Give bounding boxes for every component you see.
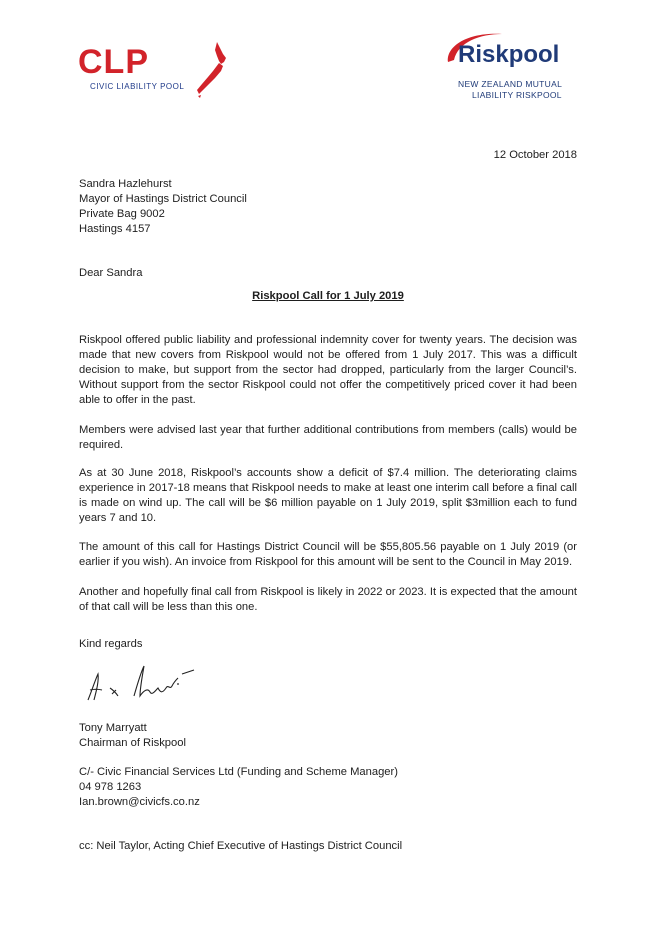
clp-logo (78, 40, 238, 110)
paragraph-3: As at 30 June 2018, Riskpool’s accounts show a deficit of $7.4 million. The deteriorating claims experience in 2017-18 means that Riskpool needs to make at least one interim call before a final call is made on wind up. The call will be $6 million payable on 1 July 2019, split $3million each to fund years 7 and 10. (79, 467, 577, 524)
riskpool-subtitle-line1: NEW ZEALAND MUTUAL (458, 79, 563, 89)
recipient-street: Private Bag 9002 (79, 208, 165, 220)
recipient-city: Hastings 4157 (79, 223, 151, 235)
signer-block (79, 721, 186, 751)
paragraph-5: Another and hopefully final call from Riskpool is likely in 2022 or 2023. It is expected that the amount of that call will be less than this one. (79, 586, 577, 613)
contact-block (79, 765, 398, 810)
paragraph-4: The amount of this call for Hastings District Council will be $55,805.56 payable on 1 July 2019 (or earlier if you wish). An invoice from Riskpool for this amount will be sent to the Council in May 2019. (79, 541, 577, 568)
signer-title: Chairman of Riskpool (79, 737, 186, 749)
letter-subject: Riskpool Call for 1 July 2019 (252, 290, 404, 302)
recipient-address (79, 177, 247, 237)
contact-phone: 04 978 1263 (79, 781, 142, 793)
riskpool-logo (440, 28, 580, 108)
riskpool-wordmark: Riskpool (458, 41, 560, 68)
closing: Kind regards (79, 638, 143, 650)
paragraph-1: Riskpool offered public liability and professional indemnity cover for twenty years. The decision was made that new covers from Riskpool would not be offered from 1 July 2017. This was a difficult decision to make, but support from the sector had dropped, particularly from the larger Council’s. Without support from the sector Riskpool could not offer the competitively priced cover it had been able to offer in the past. (79, 334, 577, 406)
contact-email: Ian.brown@civicfs.co.nz (79, 796, 200, 808)
paragraph-2: Members were advised last year that further additional contributions from members (calls) would be required. (79, 424, 577, 451)
signer-name: Tony Marryatt (79, 722, 147, 734)
riskpool-subtitle-line2: LIABILITY RISKPOOL (472, 90, 562, 100)
new-zealand-map-icon (193, 40, 235, 100)
cc-line: cc: Neil Taylor, Acting Chief Executive of Hastings District Council (79, 840, 403, 852)
clp-wordmark: CLP (78, 43, 149, 81)
handwritten-signature (82, 660, 202, 708)
recipient-name: Sandra Hazlehurst (79, 178, 172, 190)
contact-organisation: C/- Civic Financial Services Ltd (Funding and Scheme Manager) (79, 766, 398, 778)
recipient-title: Mayor of Hastings District Council (79, 193, 247, 205)
letter-date: 12 October 2018 (493, 149, 577, 161)
salutation: Dear Sandra (79, 267, 143, 279)
clp-subtitle: CIVIC LIABILITY POOL (90, 82, 185, 91)
